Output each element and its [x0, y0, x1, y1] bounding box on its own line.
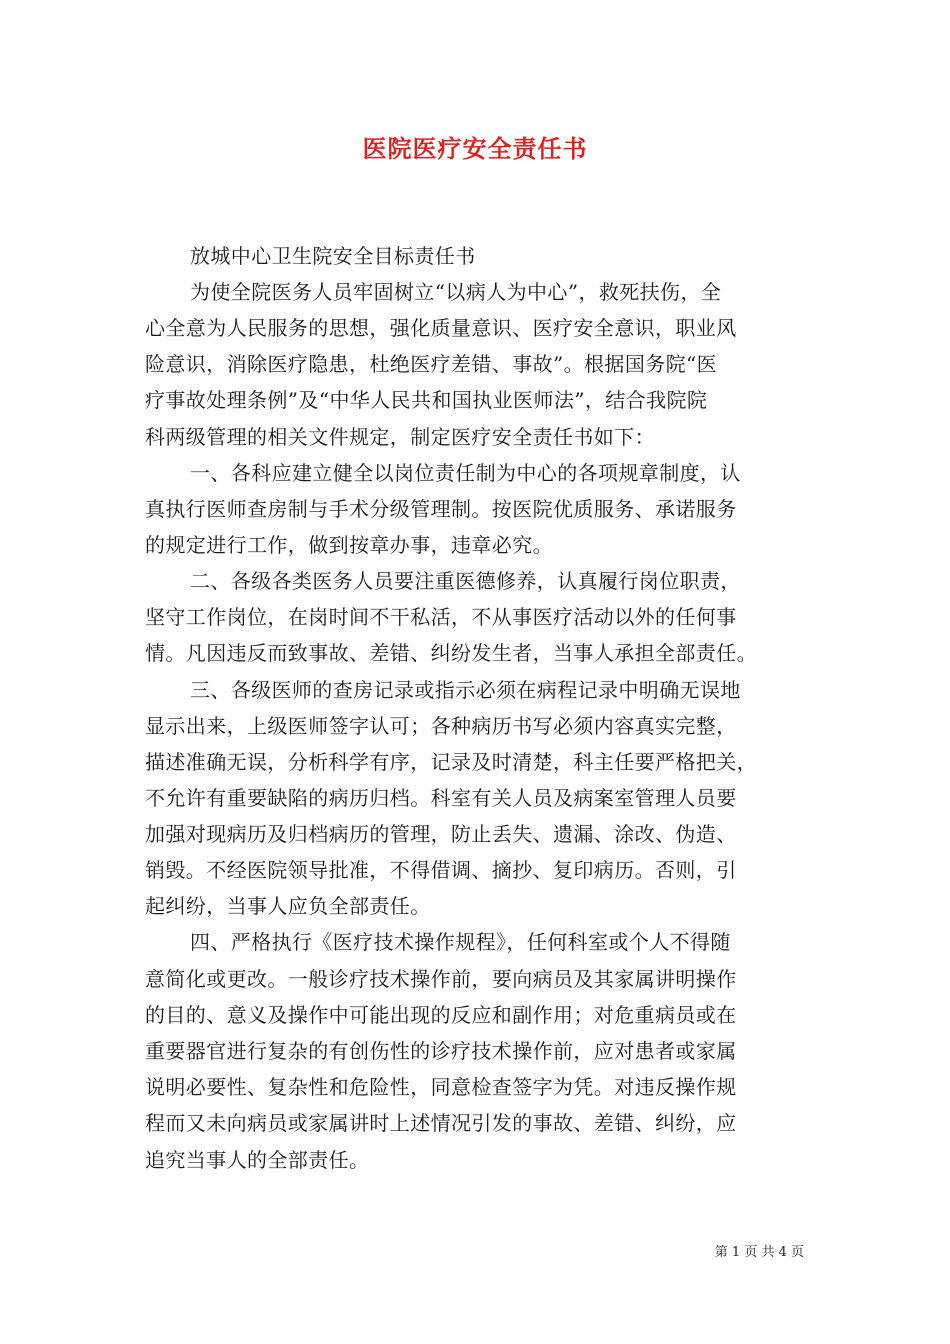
- paragraph-line: 情。凡因违反而致事故、差错、纠纷发生者，当事人承担全部责任。: [145, 641, 757, 665]
- paragraph-line: 的目的、意义及操作中可能出现的反应和副作用；对危重病员或在: [145, 1003, 737, 1027]
- paragraph-line: 起纠纷，当事人应负全部责任。: [145, 894, 431, 918]
- paragraph-line: 程而又未向病员或家属讲时上述情况引发的事故、差错、纠纷，应: [145, 1111, 737, 1135]
- paragraph-line: 说明必要性、复杂性和危险性，同意检查签字为凭。对违反操作规: [145, 1075, 737, 1099]
- page-number: 第 1 页 共 4 页: [714, 1245, 804, 1260]
- paragraph-line: 科两级管理的相关文件规定，制定医疗安全责任书如下：: [145, 425, 655, 449]
- paragraph-line: 险意识，消除医疗隐患，杜绝医疗差错、事故”。根据国务院“医: [145, 352, 718, 376]
- paragraph-line: 坚守工作岗位，在岗时间不干私活，不从事医疗活动以外的任何事: [145, 605, 737, 629]
- paragraph-line: 心全意为人民服务的思想，强化质量意识、医疗安全意识，职业风: [145, 316, 737, 340]
- paragraph-line: 重要器官进行复杂的有创伤性的诊疗技术操作前，应对患者或家属: [145, 1039, 737, 1063]
- paragraph-line: 的规定进行工作，做到按章办事，违章必究。: [145, 533, 553, 557]
- paragraph-line: 销毁。不经医院领导批准，不得借调、摘抄、复印病历。否则，引: [145, 858, 737, 882]
- paragraph-line: 加强对现病历及归档病历的管理，防止丢失、遗漏、涂改、伪造、: [145, 822, 737, 846]
- document-subtitle: 放城中心卫生院安全目标责任书: [190, 244, 476, 268]
- paragraph-line: 追究当事人的全部责任。: [145, 1148, 370, 1172]
- paragraph-line: 不允许有重要缺陷的病历归档。科室有关人员及病案室管理人员要: [145, 786, 737, 810]
- paragraph-line: 一、各科应建立健全以岗位责任制为中心的各项规章制度，认: [190, 461, 741, 485]
- paragraph-line: 三、各级医师的查房记录或指示必须在病程记录中明确无误地: [190, 678, 741, 702]
- paragraph-line: 意简化或更改。一般诊疗技术操作前，要向病员及其家属讲明操作: [145, 967, 737, 991]
- document-title: 医院医疗安全责任书: [362, 134, 588, 163]
- paragraph-line: 显示出来，上级医师签字认可；各种病历书写必须内容真实完整，: [145, 714, 737, 738]
- paragraph-line: 描述准确无误，分析科学有序，记录及时清楚，科主任要严格把关，: [145, 750, 757, 774]
- paragraph-line: 真执行医师查房制与手术分级管理制。按医院优质服务、承诺服务: [145, 497, 737, 521]
- paragraph-line: 为使全院医务人员牢固树立“以病人为中心”，救死扶伤，全: [190, 280, 722, 304]
- paragraph-line: 四、严格执行《医疗技术操作规程》，任何科室或个人不得随: [190, 930, 731, 954]
- paragraph-line: 疗事故处理条例”及“中华人民共和国执业医师法”，结合我院院: [145, 388, 708, 412]
- paragraph-line: 二、各级各类医务人员要注重医德修养，认真履行岗位职责，: [190, 569, 741, 593]
